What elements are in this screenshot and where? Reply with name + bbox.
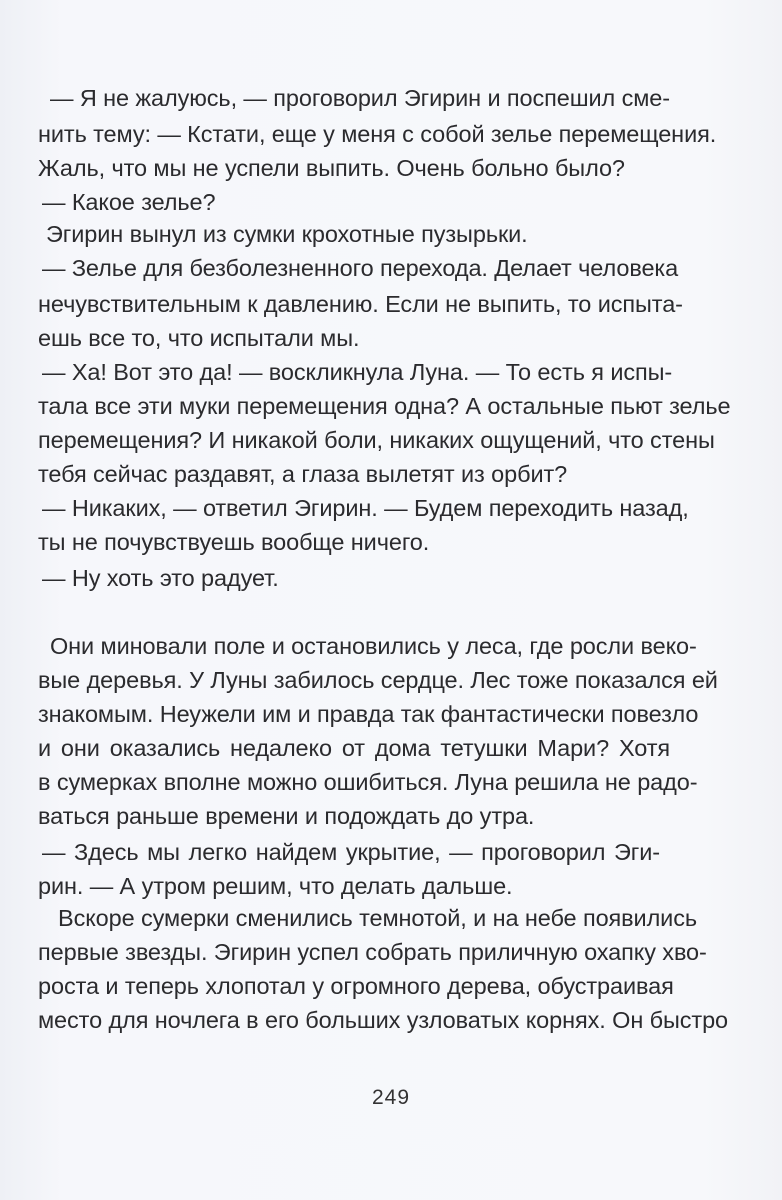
page-number: 249 xyxy=(371,1086,411,1109)
text-line: первые звезды. Эгирин успел собрать приличную охапку хво- xyxy=(38,939,707,965)
text-line: — Я не жалуюсь, — проговорил Эгирин и поспешил сме- xyxy=(50,85,670,111)
text-line: Вскоре сумерки сменились темнотой, и на небе появились xyxy=(58,905,698,931)
text-line: в сумерках вполне можно ошибиться. Луна решила не радо- xyxy=(38,769,698,795)
text-line: место для ночлега в его больших узловатых корнях. Он быстро xyxy=(38,1007,729,1033)
text-line: нить тему: — Кстати, еще у меня с собой зелье перемещения. xyxy=(38,121,717,147)
text-line: Эгирин вынул из сумки крохотные пузырьки. xyxy=(46,221,528,247)
text-line: и они оказались недалеко от дома тетушки Мари? Хотя xyxy=(38,735,670,761)
text-line: ты не почувствуешь вообще ничего. xyxy=(38,529,430,555)
text-line: рин. — А утром решим, что делать дальше. xyxy=(38,873,513,899)
text-line: ешь все то, что испытали мы. xyxy=(38,325,360,351)
text-line: — Зелье для безболезненного перехода. Делает человека xyxy=(42,255,679,281)
text-line: — Никаких, — ответил Эгирин. — Будем переходить назад, xyxy=(42,495,689,521)
text-line: — Ну хоть это радует. xyxy=(42,565,279,591)
text-line: нечувствительным к давлению. Если не выпить, то испыта- xyxy=(38,291,683,317)
text-line: — Какое зелье? xyxy=(42,189,216,215)
text-line: знакомым. Неужели им и правда так фантастически повезло xyxy=(38,701,699,727)
text-line: — Ха! Вот это да! — воскликнула Луна. — То есть я испы- xyxy=(42,359,673,385)
text-line: роста и теперь хлопотал у огромного дерева, обустраивая xyxy=(38,973,674,999)
text-line: Они миновали поле и остановились у леса, где росли веко- xyxy=(50,633,697,659)
text-line: перемещения? И никакой боли, никаких ощущений, что стены xyxy=(38,427,715,453)
text-line: тебя сейчас раздавят, а глаза вылетят из орбит? xyxy=(38,461,568,487)
text-line: — Здесь мы легко найдем укрытие, — проговорил Эги- xyxy=(42,839,660,865)
text-line: тала все эти муки перемещения одна? А остальные пьют зелье xyxy=(38,393,731,419)
text-line: Жаль, что мы не успели выпить. Очень больно было? xyxy=(38,155,625,181)
text-line: вые деревья. У Луны забилось сердце. Лес тоже показался ей xyxy=(38,667,718,693)
text-line: ваться раньше времени и подождать до утра. xyxy=(38,803,535,829)
